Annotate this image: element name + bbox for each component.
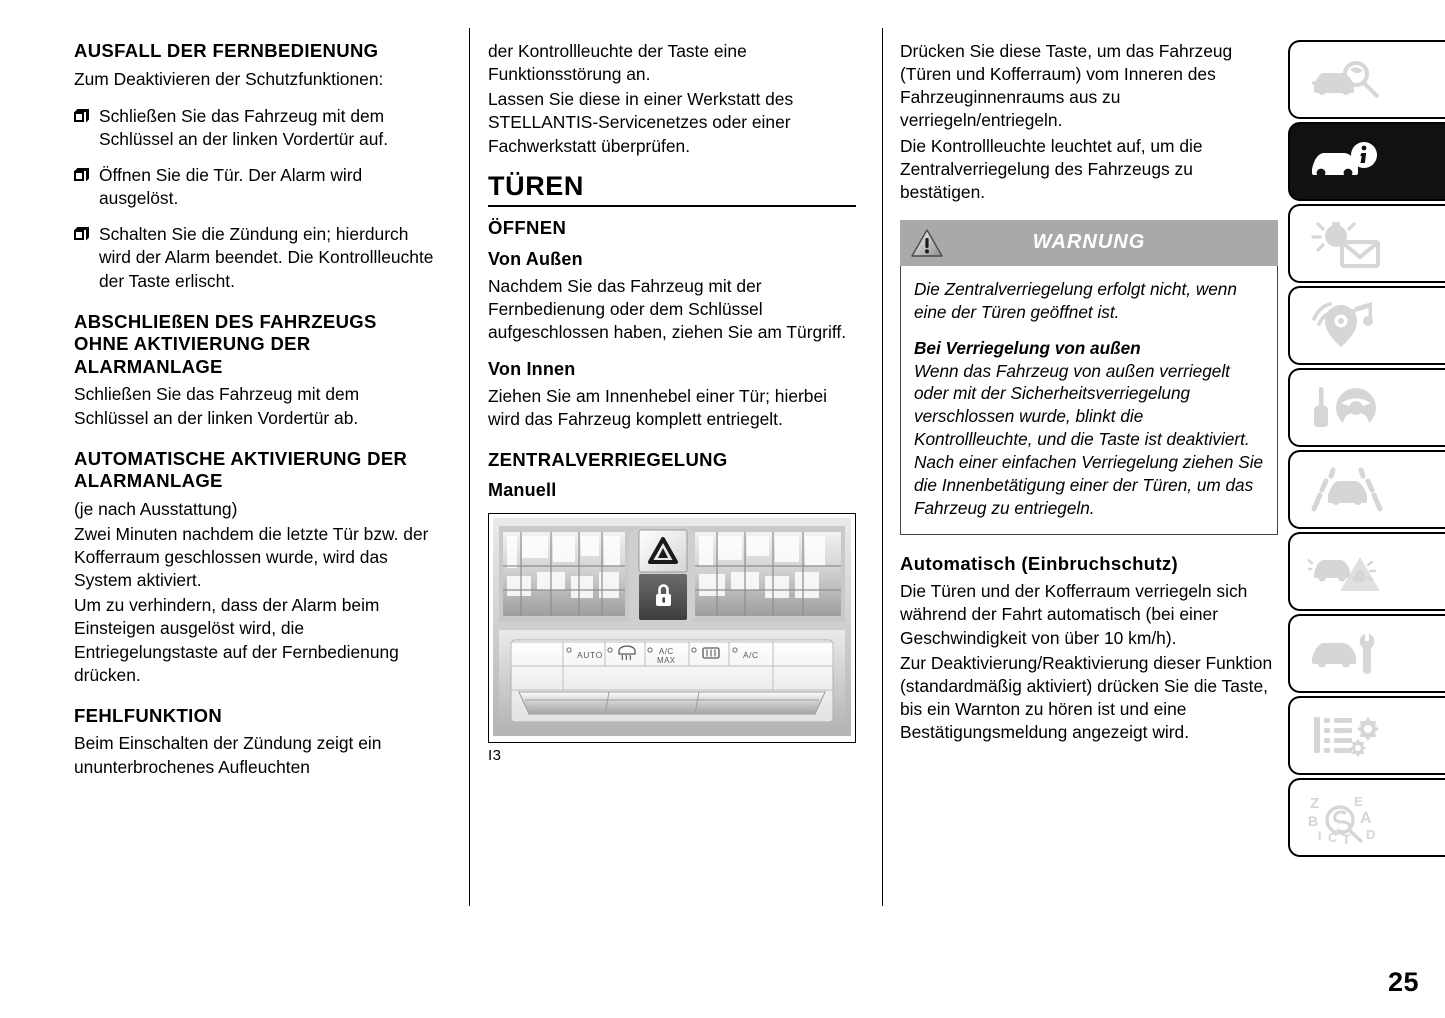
list-item-label: Schalten Sie die Zündung ein; hierdurch wird der Alarm beendet. Die Kontrollleuchte der Taste erlischt. [99, 224, 434, 291]
warning-paragraph-2: Wenn das Fahrzeug von außen verriegelt oder mit der Sicherheitsverriegelung verschlossen wurde, blinkt die Kontrollleuchte, und die Taste ist deaktiviert. [914, 360, 1250, 450]
subheading-manuell: Manuell [488, 479, 557, 500]
cube-bullet-icon [74, 168, 87, 181]
column-divider-2 [882, 28, 883, 906]
car-info-icon [1308, 139, 1386, 185]
cube-bullet-icon [74, 109, 87, 122]
paragraph-kontrollleuchte: Die Kontrollleuchte leuchtet auf, um die Zentralverriegelung des Fahrzeugs zu bestätigen. [900, 135, 1203, 202]
paragraph-continuation-b: Lassen Sie diese in einer Werkstatt des STELLANTIS-Servicenetzes oder einer Fachwerkstatt überprüfen. [488, 89, 794, 156]
svg-text:A: A [1360, 809, 1372, 827]
bulb-envelope-icon [1308, 218, 1386, 270]
paragraph-druecken-sie-taste: Drücken Sie diese Taste, um das Fahrzeug (Türen und Kofferraum) vom Inneren des Fahrzeuginnenraums aus zu verriegeln/entriegeln. [900, 41, 1233, 131]
svg-text:A/C: A/C [743, 650, 759, 661]
central-locking-button [639, 574, 687, 620]
dashboard-illustration [488, 513, 856, 743]
paragraph-fehlfunktion: Beim Einschalten der Zündung zeigt ein ununterbrochenes Aufleuchten [74, 733, 382, 777]
tab-driver-assistance[interactable] [1288, 450, 1445, 529]
heading-automatisch-einbruchschutz: Automatisch (Einbruchschutz) [900, 552, 1179, 574]
heading-ausfall-der-fernbedienung: AUSFALL DER FERNBEDIENUNG [74, 40, 379, 61]
paragraph-von-innen: Ziehen Sie am Innenhebel einer Tür; hierbei wird das Fahrzeug komplett entriegelt. [488, 386, 828, 430]
paragraph-abschliessen: Schließen Sie das Fahrzeug mit dem Schlüssel an der linken Vordertür ab. [74, 384, 360, 428]
svg-text:C: C [1328, 829, 1338, 844]
center-console-svg [489, 514, 855, 742]
page-number: 25 [1387, 967, 1419, 997]
tab-maintenance[interactable] [1288, 614, 1445, 693]
svg-text:E: E [1354, 793, 1363, 809]
car-lane-icon [1308, 465, 1386, 515]
tab-infotainment[interactable] [1288, 286, 1445, 365]
warning-box [900, 266, 1278, 535]
tab-vehicle-overview[interactable] [1288, 40, 1445, 119]
warning-banner [900, 220, 1278, 266]
paragraph-continuation-a: der Kontrollleuchte der Taste eine Funktionsstörung an. [488, 41, 747, 85]
paragraph-entriegelungstaste: Um zu verhindern, dass der Alarm beim Einsteigen ausgelöst wird, die Entriegelungstaste auf der Fernbedienung drücken. [74, 595, 399, 685]
list-item [74, 164, 434, 210]
figure-caption: I3 [488, 747, 502, 765]
heading-abschliessen-ohne-alarm: ABSCHLIEßEN DES FAHRZEUGS OHNE AKTIVIERUNG DER ALARMANLAGE [74, 310, 377, 377]
hazard-warning-button [639, 530, 687, 572]
svg-text:I: I [1318, 828, 1322, 843]
svg-text:B: B [1308, 812, 1319, 829]
heading-oeffnen: ÖFFNEN [488, 216, 567, 238]
tab-index[interactable] [1288, 778, 1445, 857]
navigation-music-icon [1308, 299, 1386, 353]
deactivation-steps-list [74, 105, 434, 293]
svg-text:T: T [1342, 830, 1351, 844]
intro-text: Zum Deaktivieren der Schutzfunktionen: [74, 68, 384, 89]
paragraph-zwei-minuten: Zwei Minuten nachdem die letzte Tür bzw. der Kofferraum geschlossen wurde, wird das System aktiviert. [74, 523, 429, 591]
svg-text:Z: Z [1310, 794, 1320, 812]
gearshift-steering-wheel-icon [1308, 383, 1386, 433]
heading-fehlfunktion: FEHLFUNKTION [74, 704, 223, 726]
column-3 [900, 40, 1278, 746]
heading-automatische-aktivierung: AUTOMATISCHE AKTIVIERUNG DER ALARMANLAGE [74, 447, 408, 492]
car-warning-triangle-icon [1308, 547, 1386, 597]
tab-emergency[interactable] [1288, 532, 1445, 611]
tab-vehicle-info[interactable] [1288, 122, 1445, 201]
paragraph-von-aussen: Nachdem Sie das Fahrzeug mit der Fernbedienung oder dem Schlüssel aufgeschlossen haben, ziehen Sie am Türgriff. [488, 276, 847, 343]
svg-text:AUTO: AUTO [577, 650, 603, 661]
column-1 [74, 40, 434, 781]
paragraph-automatisch-1: Die Türen und der Kofferraum verriegeln sich während der Fahrt automatisch (bei einer Geschwindigkeit von über 10 km/h). [900, 581, 1248, 648]
alphabet-magnifier-icon [1308, 792, 1386, 844]
paragraph-ausstattung-note: (je nach Ausstattung) [74, 498, 238, 519]
cube-bullet-icon [74, 227, 87, 240]
dashboard-figure [488, 513, 856, 764]
list-item [74, 223, 434, 292]
list-item-label: Schließen Sie das Fahrzeug mit dem Schlüssel an der linken Vordertür auf. [99, 105, 389, 149]
list-item-label: Öffnen Sie die Tür. Der Alarm wird ausgelöst. [99, 164, 363, 209]
subheading-von-innen: Von Innen [488, 359, 576, 380]
list-gears-icon [1308, 711, 1386, 761]
subheading-von-aussen: Von Außen [488, 249, 583, 270]
column-2 [488, 40, 856, 764]
tab-lights-signals[interactable] [1288, 204, 1445, 283]
paragraph-automatisch-2: Zur Deaktivierung/Reaktivierung dieser Funktion (standardmäßig aktiviert) drücken Sie die Taste, bis ein Warnton zu hören ist und eine Bestätigungsmeldung angezeigt wird. [900, 652, 1273, 743]
svg-text:MAX: MAX [657, 656, 676, 666]
warning-subheading: Bei Verriegelung von außen [914, 337, 1141, 358]
section-tab-strip[interactable] [1288, 40, 1445, 860]
tab-driving[interactable] [1288, 368, 1445, 447]
warning-paragraph-3: Nach einer einfachen Verriegelung ziehen Sie die Innenbetätigung einer der Türen, um das Fahrzeug zu entriegeln. [914, 452, 1264, 518]
heading-zentralverriegelung: ZENTRALVERRIEGELUNG [488, 449, 728, 471]
list-item [74, 105, 434, 151]
car-magnifier-icon [1308, 55, 1386, 105]
section-title-tueren: TÜREN [488, 172, 856, 207]
warning-label: WARNUNG [1032, 231, 1146, 254]
warning-paragraph-1: Die Zentralverriegelung erfolgt nicht, wenn eine der Türen geöffnet ist. [914, 278, 1237, 322]
car-wrench-icon [1308, 630, 1386, 678]
tab-technical-data[interactable] [1288, 696, 1445, 775]
svg-text:A/C: A/C [659, 647, 674, 657]
column-divider-1 [469, 28, 470, 906]
svg-text:D: D [1366, 826, 1376, 842]
